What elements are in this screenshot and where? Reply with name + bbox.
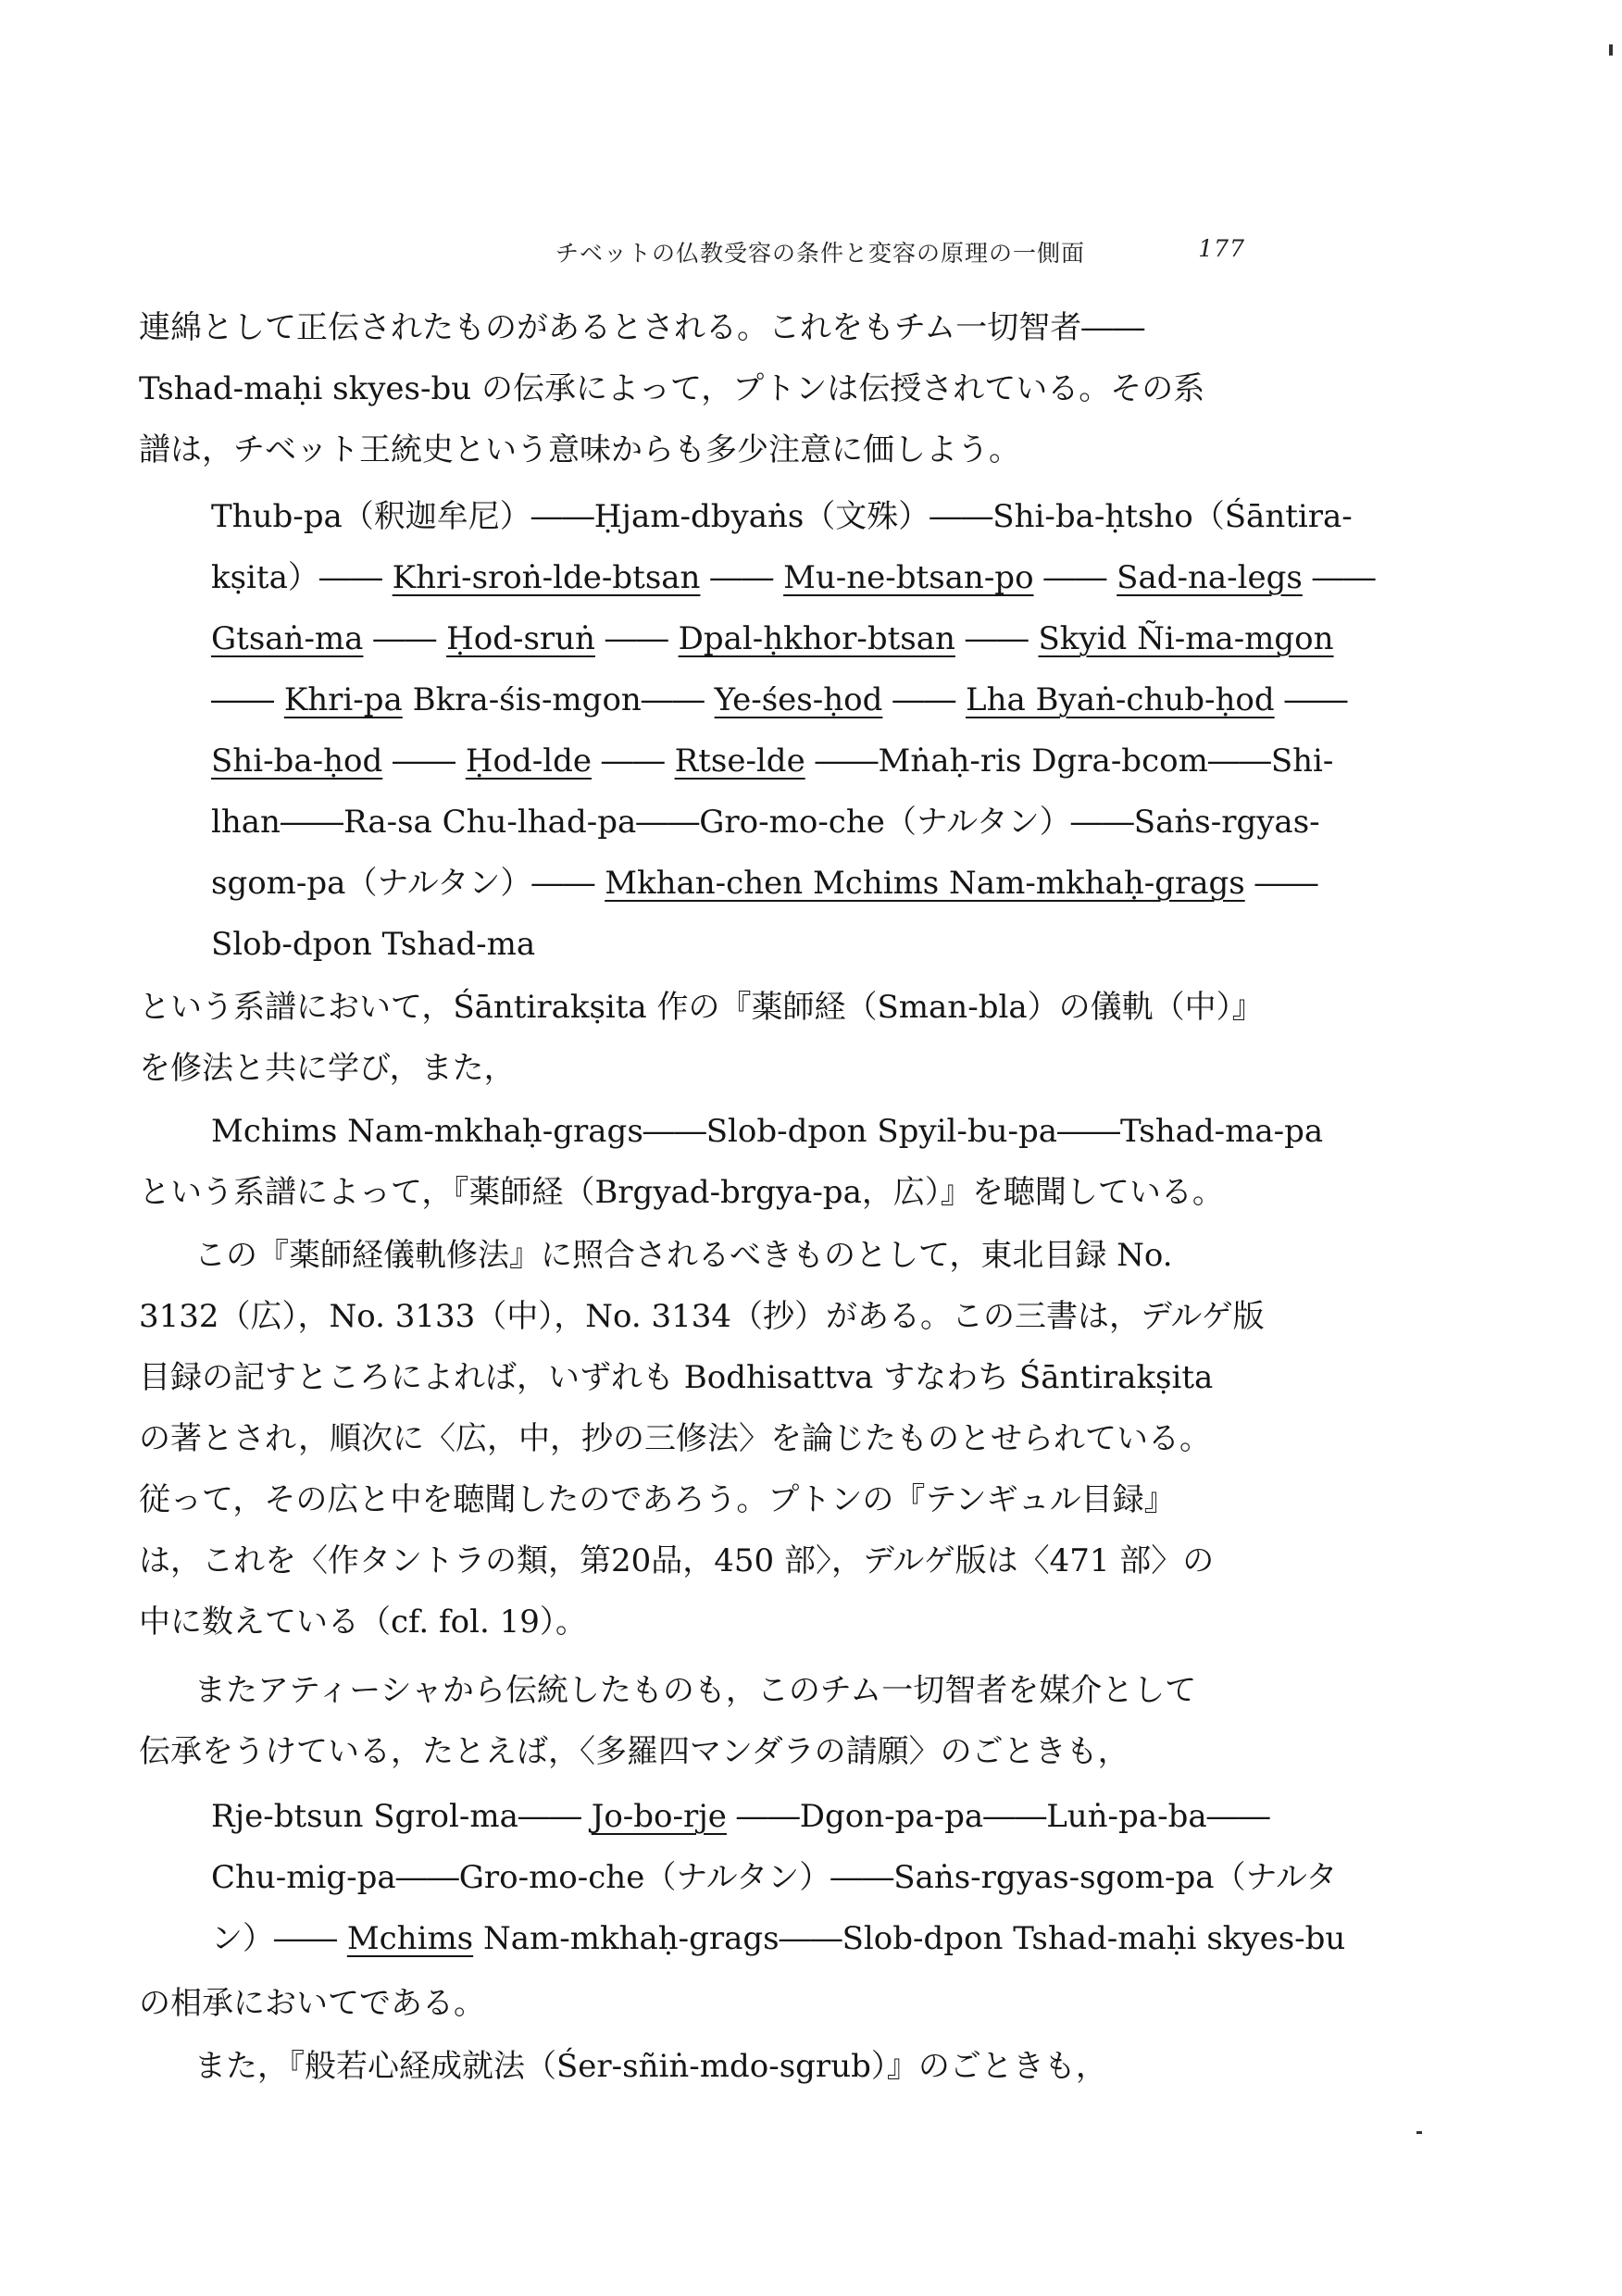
lineage-dash: ―― — [211, 681, 274, 718]
text-line: 中に数えている（cf. fol. 19）。 — [139, 1603, 587, 1641]
lineage-line: lhan――Ra-sa Chu-lhad-pa――Gro-mo-che（ナルタン）――Saṅs-rgyas- — [211, 804, 1320, 841]
lineage-dash: ―― — [1284, 681, 1348, 718]
lineage-dash: ―― — [601, 742, 665, 780]
lineage-name-underlined: Skyid Ñi-ma-mgon — [1038, 620, 1334, 657]
lineage-name-underlined: Jo-bo-rje — [591, 1798, 727, 1835]
lineage-dash: ―― — [605, 620, 668, 657]
lineage-dash: ―― — [1254, 865, 1318, 902]
lineage-line — [211, 554, 1376, 602]
lineage-dash: ―― — [373, 620, 437, 657]
lineage-name-underlined: Mkhan-chen Mchims Nam-mkhaḥ-grags — [605, 865, 1245, 902]
lineage-dash: ―― — [1043, 559, 1107, 596]
text-line: という系譜によって，『薬師経（Brgyad-brgya-pa，広）』を聴聞している。 — [139, 1174, 1224, 1211]
margin-mark — [1416, 2131, 1422, 2134]
margin-mark — [1609, 44, 1613, 56]
lineage-name-underlined: Shi-ba-ḥod — [211, 742, 383, 780]
lineage-segment: ――Dgon-pa-pa――Luṅ-pa-ba―― — [736, 1798, 1270, 1835]
lineage-name-underlined: Ye-śes-ḥod — [714, 681, 883, 718]
lineage-line — [211, 676, 1348, 724]
lineage-name-underlined: Dpal-ḥkhor-btsan — [678, 620, 955, 657]
text-line: を修法と共に学び，また， — [139, 1050, 516, 1087]
text-line: 3132（広），No. 3133（中），No. 3134（抄）がある。この三書は，デルゲ版 — [139, 1298, 1265, 1335]
lineage-line: Slob-dpon Tshad-ma — [211, 926, 536, 963]
lineage-dash: ―― — [393, 742, 456, 780]
lineage-segment: ン）―― — [211, 1920, 337, 1957]
lineage-name-underlined: Mchims — [346, 1920, 474, 1957]
lineage-line — [211, 859, 1318, 907]
lineage-dash: ―― — [1312, 559, 1376, 596]
text-line: この『薬師経儀軌修法』に照合されるべきものとして，東北目録 No. — [194, 1237, 1173, 1274]
lineage-line: Thub-pa（釈迦牟尼）――Ḥjam-dbyaṅs（文殊）――Shi-ba-ḥtsho（Śāntira- — [211, 498, 1353, 535]
lineage-line — [211, 615, 1334, 663]
running-header — [555, 235, 1245, 268]
lineage-segment: kṣita）―― — [211, 559, 382, 596]
running-title: チベットの仏教受容の条件と変容の原理の一側面 — [555, 240, 1086, 267]
lineage-dash: ―― — [965, 620, 1029, 657]
page-number: 177 — [1198, 235, 1245, 262]
text-line: の著とされ，順次に〈広，中，抄の三修法〉を論じたものとせられている。 — [139, 1420, 1212, 1457]
lineage-segment: Bkra-śis-mgon―― — [412, 681, 705, 718]
lineage-segment: ――Mṅaḥ-ris Dgra-bcom――Shi- — [815, 742, 1334, 780]
lineage-line — [211, 737, 1334, 785]
text-line: またアティーシャから伝統したものも，このチム一切智者を媒介として — [194, 1672, 1197, 1709]
lineage-name-underlined: Khri-pa — [283, 681, 403, 718]
text-line: 伝承をうけている，たとえば，〈多羅四マンダラの請願〉のごときも， — [139, 1733, 1129, 1770]
lineage-name-underlined: Mu-ne-btsan-po — [783, 559, 1034, 596]
text-line: Tshad-maḥi skyes-bu の伝承によって，プトンは伝授されている。その系 — [139, 370, 1205, 407]
lineage-name-underlined: Ḥod-sruṅ — [446, 620, 595, 657]
text-line: また，『般若心経成就法（Śer-sñiṅ-mdo-sgrub）』のごときも， — [194, 2048, 1107, 2085]
lineage-name-underlined: Gtsaṅ-ma — [211, 620, 364, 657]
lineage-name-underlined: Khri-sroṅ-lde-btsan — [392, 559, 701, 596]
lineage-segment: Nam-mkhaḥ-grags――Slob-dpon Tshad-maḥi skyes-bu — [482, 1920, 1346, 1957]
lineage-segment: Rje-btsun Sgrol-ma―― — [211, 1798, 581, 1835]
lineage-line — [211, 1792, 1296, 1841]
lineage-line: Mchims Nam-mkhaḥ-grags――Slob-dpon Spyil-bu-pa――Tshad-ma-pa — [211, 1113, 1324, 1150]
lineage-name-underlined: Sad-na-legs — [1117, 559, 1303, 596]
lineage-segment: sgom-pa（ナルタン）―― — [211, 865, 595, 902]
text-line: は，これを〈作タントラの類，第20品，450 部〉，デルゲ版は〈471 部〉の — [139, 1542, 1215, 1579]
lineage-dash: ―― — [892, 681, 956, 718]
text-line: 連綿として正伝されたものがあるとされる。これをもチム一切智者―― — [139, 309, 1145, 346]
text-line: 譜は，チベット王統史という意味からも多少注意に価しよう。 — [139, 431, 1020, 468]
text-line: という系譜において，Śāntirakṣita 作の『薬師経（Sman-bla）の儀軌（中）』 — [139, 989, 1264, 1026]
lineage-line — [211, 1915, 1346, 1963]
lineage-name-underlined: Rtse-lde — [674, 742, 805, 780]
text-line: 従って，その広と中を聴聞したのであろう。プトンの『テンギュル目録』 — [139, 1481, 1176, 1518]
lineage-dash: ―― — [710, 559, 774, 596]
lineage-name-underlined: Lha Byaṅ-chub-ḥod — [966, 681, 1275, 718]
lineage-line: Chu-mig-pa――Gro-mo-che（ナルタン）――Saṅs-rgyas-sgom-pa（ナルタ — [211, 1859, 1338, 1896]
lineage-name-underlined: Ḥod-lde — [465, 742, 592, 780]
text-line: 目録の記すところによれば，いずれも Bodhisattva すなわち Śāntirakṣita — [139, 1359, 1214, 1396]
text-line: の相承においてである。 — [139, 1985, 485, 2022]
